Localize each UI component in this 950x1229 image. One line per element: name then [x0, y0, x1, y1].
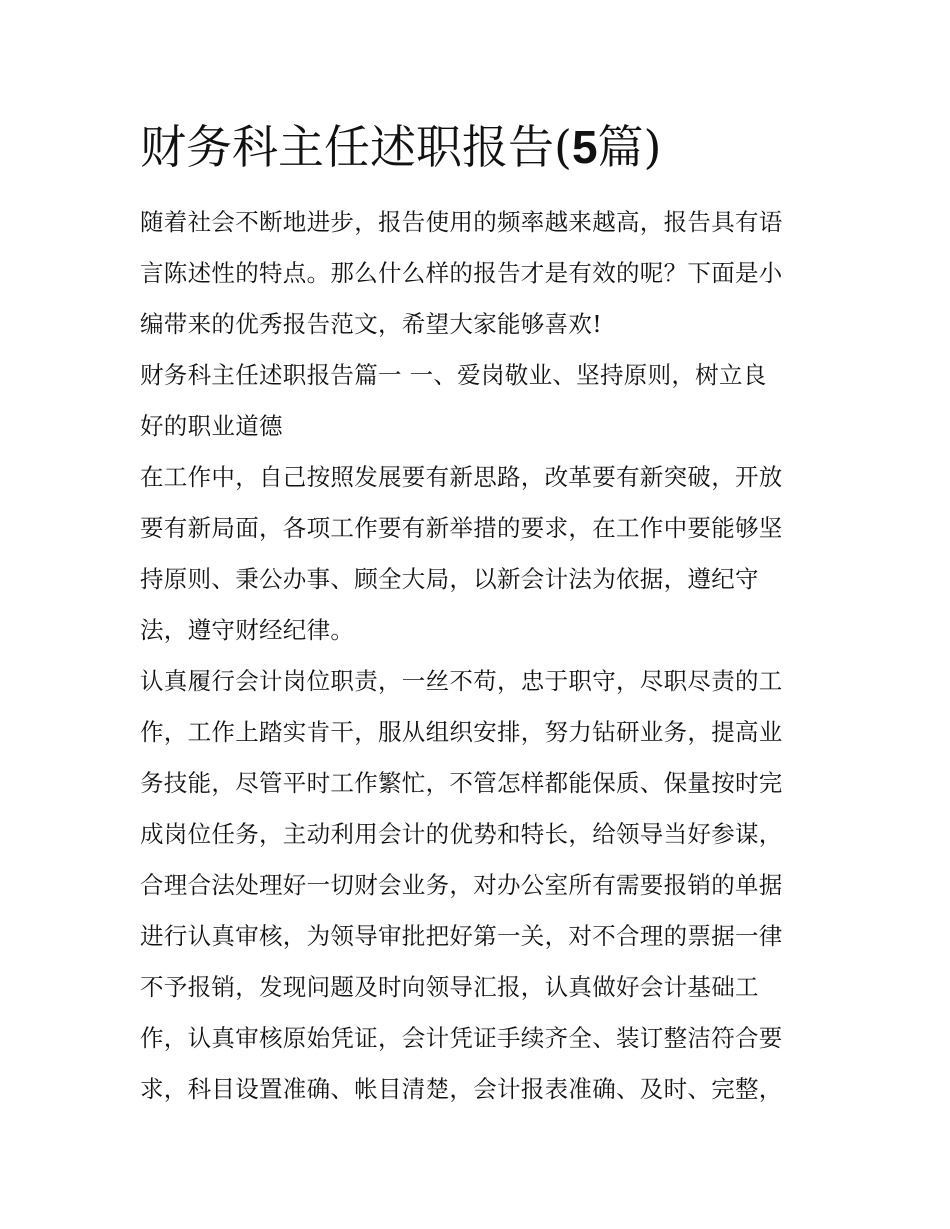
text-line: 成岗位任务，主动利用会计的优势和特长，给领导当好参谋，	[140, 820, 783, 848]
text-line: 认真履行会计岗位职责，一丝不苟，忠于职守，尽职尽责的工	[140, 667, 783, 695]
document-title	[140, 117, 662, 177]
text-line: 言陈述性的特点。那么什么样的报告才是有效的呢？下面是小	[140, 259, 783, 287]
text-line: 务技能，尽管平时工作繁忙，不管怎样都能保质、保量按时完	[140, 769, 783, 797]
text-line: 不予报销，发现问题及时向领导汇报，认真做好会计基础工	[140, 973, 759, 1001]
title-suffix: 篇)	[597, 120, 662, 174]
text-line: 法，遵守财经纪律。	[140, 616, 355, 644]
text-line: 编带来的优秀报告范文，希望大家能够喜欢!	[140, 310, 602, 338]
text-line: 持原则、秉公办事、顾全大局，以新会计法为依据，遵纪守	[140, 565, 759, 593]
title-prefix: 财务科主任述职报告(	[140, 120, 572, 174]
text-line: 合理合法处理好一切财会业务，对办公室所有需要报销的单据	[140, 871, 783, 899]
document-body	[140, 197, 820, 1115]
text-line: 进行认真审核，为领导审批把好第一关，对不合理的票据一律	[140, 922, 783, 950]
text-line: 财务科主任述职报告篇一 一、爱岗敬业、坚持原则，树立良	[140, 361, 767, 389]
text-line: 在工作中，自己按照发展要有新思路，改革要有新突破，开放	[140, 463, 783, 491]
text-line: 作，工作上踏实肯干，服从组织安排，努力钻研业务，提高业	[140, 718, 783, 746]
title-number: 5	[571, 121, 598, 173]
text-line: 作，认真审核原始凭证，会计凭证手续齐全、装订整洁符合要	[140, 1024, 783, 1052]
text-line: 随着社会不断地进步，报告使用的频率越来越高，报告具有语	[140, 208, 783, 236]
text-line: 好的职业道德	[140, 412, 283, 440]
text-line: 求，科目设置准确、帐目清楚，会计报表准确、及时、完整，	[140, 1075, 783, 1103]
text-line: 要有新局面，各项工作要有新举措的要求，在工作中要能够坚	[140, 514, 783, 542]
